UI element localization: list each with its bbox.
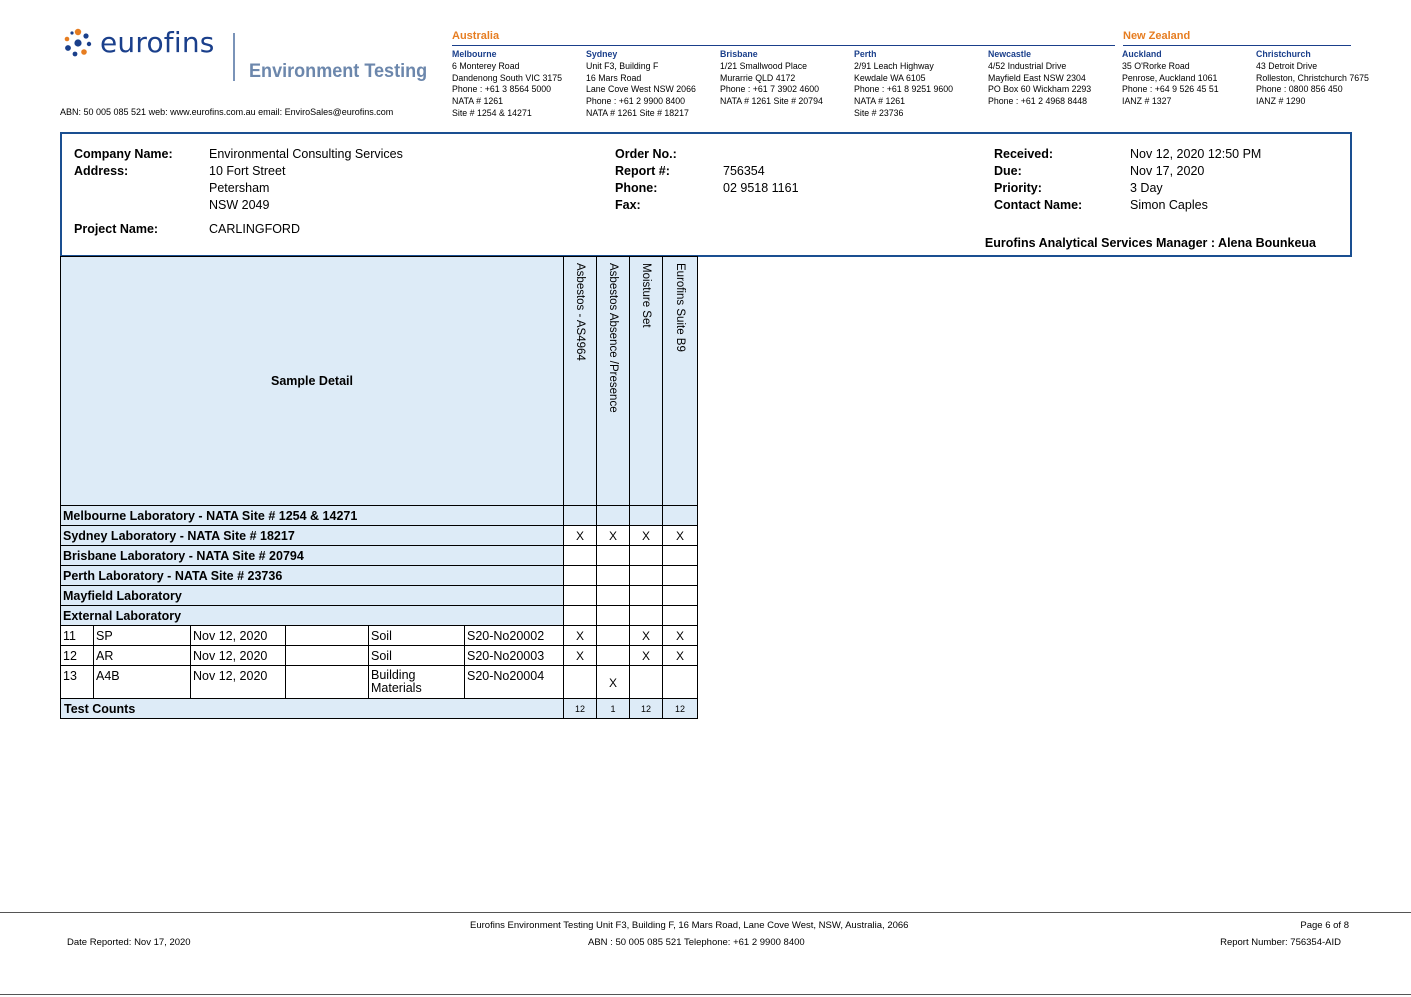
test-column-label: Moisture Set — [640, 263, 652, 328]
office-line: NATA # 1261 — [452, 96, 504, 107]
test-counts-label: Test Counts — [60, 698, 564, 719]
order-info-box — [60, 132, 1352, 257]
test-column-label: Eurofins Suite B9 — [674, 263, 686, 352]
office-line: Kewdale WA 6105 — [854, 72, 926, 83]
logo-divider — [233, 33, 235, 81]
contact-name-label: Contact Name: — [994, 198, 1083, 212]
sample-matrix: Soil — [368, 645, 465, 666]
office-line: Unit F3, Building F — [586, 60, 659, 71]
sample-detail-label: Sample Detail — [271, 374, 353, 388]
lab-mark — [629, 565, 663, 586]
office-line: Phone : +61 3 8564 5000 — [452, 84, 552, 95]
sample-mark: X — [563, 645, 597, 666]
address-line-1: 10 Fort Street — [209, 164, 286, 178]
sample-mark — [596, 625, 630, 646]
lab-mark — [596, 545, 630, 566]
test-column-header — [629, 256, 663, 506]
test-column-label: Asbestos Absence /Presence — [607, 263, 619, 413]
sample-mark: X — [596, 665, 630, 699]
lab-mark — [596, 505, 630, 526]
order-no-label: Order No.: — [615, 147, 677, 161]
test-column-label: Asbestos - AS4964 — [574, 263, 586, 361]
region-australia: Australia — [452, 30, 500, 42]
office-line: Lane Cove West NSW 2066 — [586, 84, 696, 95]
sample-mark — [596, 645, 630, 666]
office-line: NATA # 1261 — [854, 96, 906, 107]
office-line: 6 Monterey Road — [452, 60, 520, 71]
office-brisbane — [720, 49, 823, 108]
sample-id: SP — [93, 625, 191, 646]
office-auckland — [1122, 49, 1219, 108]
test-count: 12 — [629, 698, 663, 719]
sample-lab-id: S20-No20004 — [464, 665, 564, 699]
sample-mark — [563, 665, 597, 699]
footer-rule — [0, 912, 1411, 913]
office-city: Perth — [854, 49, 877, 59]
office-line: Phone : +61 8 9251 9600 — [854, 84, 954, 95]
office-line: Penrose, Auckland 1061 — [1122, 72, 1218, 83]
priority-value: 3 Day — [1130, 181, 1163, 195]
page-number: Page 6 of 8 — [1300, 920, 1349, 931]
office-line: Site # 23736 — [854, 107, 904, 118]
sample-lab-id: S20-No20002 — [464, 625, 564, 646]
lab-mark — [563, 585, 597, 606]
lab-mark — [662, 545, 698, 566]
test-count: 12 — [563, 698, 597, 719]
lab-mark — [629, 505, 663, 526]
region-rule-new-zealand — [1123, 45, 1351, 46]
priority-label: Priority: — [994, 181, 1042, 195]
logo-wordmark: eurofins — [100, 26, 215, 59]
sample-id: AR — [93, 645, 191, 666]
office-line: Phone : +64 9 526 45 51 — [1122, 84, 1219, 95]
office-city: Auckland — [1122, 49, 1162, 59]
lab-mark — [563, 605, 597, 626]
office-sydney — [586, 49, 696, 120]
due-value: Nov 17, 2020 — [1130, 164, 1205, 178]
phone-value: 02 9518 1161 — [723, 181, 799, 195]
lab-mark — [662, 585, 698, 606]
footer-bottom-rule — [0, 994, 1411, 995]
contact-name-value: Simon Caples — [1130, 198, 1208, 212]
office-line: Site # 1254 & 14271 — [452, 107, 532, 118]
lab-mark — [629, 605, 663, 626]
division-name: Environment Testing — [249, 61, 428, 82]
office-line: 35 O'Rorke Road — [1122, 60, 1190, 71]
sample-time — [285, 665, 369, 699]
lab-row-label: Mayfield Laboratory — [60, 585, 564, 606]
footer-address: Eurofins Environment Testing Unit F3, Building F, 16 Mars Road, Lane Cove West, NSW, Australia, 2066 — [470, 920, 909, 931]
test-count: 1 — [596, 698, 630, 719]
office-city: Melbourne — [452, 49, 497, 59]
region-rule-australia — [452, 45, 1115, 46]
region-new-zealand: New Zealand — [1123, 30, 1191, 42]
company-name-value: Environmental Consulting Services — [209, 147, 403, 161]
test-column-header — [563, 256, 597, 506]
sample-date: Nov 12, 2020 — [190, 645, 286, 666]
eurofins-dots-icon — [62, 27, 94, 59]
test-column-header — [662, 256, 698, 506]
office-line: Dandenong South VIC 3175 — [452, 72, 563, 83]
lab-mark — [596, 605, 630, 626]
lab-mark: X — [662, 525, 698, 546]
lab-mark — [629, 585, 663, 606]
sample-date: Nov 12, 2020 — [190, 625, 286, 646]
received-label: Received: — [994, 147, 1054, 161]
sample-id: A4B — [93, 665, 191, 699]
office-line: Phone : +61 2 4968 8448 — [988, 96, 1088, 107]
office-line: Murarrie QLD 4172 — [720, 72, 796, 83]
office-line: 1/21 Smallwood Place — [720, 60, 808, 71]
project-name-label: Project Name: — [74, 222, 159, 236]
sample-detail-header — [60, 256, 564, 506]
sample-matrix: Building Materials — [368, 665, 465, 699]
sample-lab-id: S20-No20003 — [464, 645, 564, 666]
lab-mark — [662, 605, 698, 626]
lab-mark — [662, 505, 698, 526]
fax-label: Fax: — [615, 198, 641, 212]
office-line: Phone : +61 2 9900 8400 — [586, 96, 686, 107]
services-manager: Eurofins Analytical Services Manager : Alena Bounkeua — [984, 236, 1316, 250]
sample-mark: X — [662, 625, 698, 646]
sample-time — [285, 625, 369, 646]
sample-mark: X — [629, 625, 663, 646]
office-line: NATA # 1261 Site # 20794 — [720, 96, 823, 107]
office-line: NATA # 1261 Site # 18217 — [586, 107, 689, 118]
office-city: Christchurch — [1256, 49, 1311, 59]
lab-mark — [563, 505, 597, 526]
abn-web-email-line: ABN: 50 005 085 521 web: www.eurofins.com.au email: EnviroSales@eurofins.com — [60, 107, 394, 117]
date-reported: Date Reported: Nov 17, 2020 — [67, 937, 191, 948]
company-name-label: Company Name: — [74, 147, 173, 161]
office-line: Phone : +61 7 3902 4600 — [720, 84, 820, 95]
lab-row-label: Melbourne Laboratory - NATA Site # 1254 & 14271 — [60, 505, 564, 526]
project-name-value: CARLINGFORD — [209, 222, 300, 236]
office-line: 43 Detroit Drive — [1256, 60, 1318, 71]
lab-row-label: External Laboratory — [60, 605, 564, 626]
lab-mark — [629, 545, 663, 566]
sample-matrix: Soil — [368, 625, 465, 646]
lab-mark — [563, 565, 597, 586]
footer-abn-phone: ABN : 50 005 085 521 Telephone: +61 2 9900 8400 — [588, 937, 805, 948]
report-number: Report Number: 756354-AID — [1220, 937, 1341, 948]
lab-mark — [596, 565, 630, 586]
office-line: 2/91 Leach Highway — [854, 60, 934, 71]
lab-mark: X — [629, 525, 663, 546]
lab-row-label: Brisbane Laboratory - NATA Site # 20794 — [60, 545, 564, 566]
phone-label: Phone: — [615, 181, 658, 195]
office-line: Phone : 0800 856 450 — [1256, 84, 1343, 95]
lab-mark: X — [596, 525, 630, 546]
address-line-3: NSW 2049 — [209, 198, 270, 212]
office-city: Sydney — [586, 49, 618, 59]
sample-no: 12 — [60, 645, 94, 666]
lab-row-label: Perth Laboratory - NATA Site # 23736 — [60, 565, 564, 586]
lab-mark: X — [563, 525, 597, 546]
eurofins-logo — [62, 26, 215, 59]
address-line-2: Petersham — [209, 181, 270, 195]
office-city: Newcastle — [988, 49, 1032, 59]
lab-mark — [596, 585, 630, 606]
sample-mark — [629, 665, 663, 699]
office-line: 4/52 Industrial Drive — [988, 60, 1067, 71]
report-no-value: 756354 — [723, 164, 765, 178]
office-melbourne — [452, 49, 562, 120]
office-christchurch — [1256, 49, 1369, 108]
lab-row-label: Sydney Laboratory - NATA Site # 18217 — [60, 525, 564, 546]
test-column-header — [596, 256, 630, 506]
address-label: Address: — [74, 164, 129, 178]
sample-date: Nov 12, 2020 — [190, 665, 286, 699]
office-line: Mayfield East NSW 2304 — [988, 72, 1086, 83]
due-label: Due: — [994, 164, 1022, 178]
office-city: Brisbane — [720, 49, 758, 59]
received-value: Nov 12, 2020 12:50 PM — [1130, 147, 1262, 161]
sample-mark: X — [563, 625, 597, 646]
office-line: IANZ # 1290 — [1256, 96, 1306, 107]
office-line: IANZ # 1327 — [1122, 96, 1172, 107]
report-no-label: Report #: — [615, 164, 670, 178]
office-line: Rolleston, Christchurch 7675 — [1256, 72, 1369, 83]
sample-time — [285, 645, 369, 666]
sample-mark: X — [629, 645, 663, 666]
test-count: 12 — [662, 698, 698, 719]
office-perth — [854, 49, 953, 120]
sample-mark — [662, 665, 698, 699]
sample-no: 11 — [60, 625, 94, 646]
office-line: 16 Mars Road — [586, 72, 642, 83]
lab-mark — [563, 545, 597, 566]
lab-mark — [662, 565, 698, 586]
sample-mark: X — [662, 645, 698, 666]
office-line: PO Box 60 Wickham 2293 — [988, 84, 1092, 95]
office-newcastle — [988, 49, 1091, 108]
sample-no: 13 — [60, 665, 94, 699]
